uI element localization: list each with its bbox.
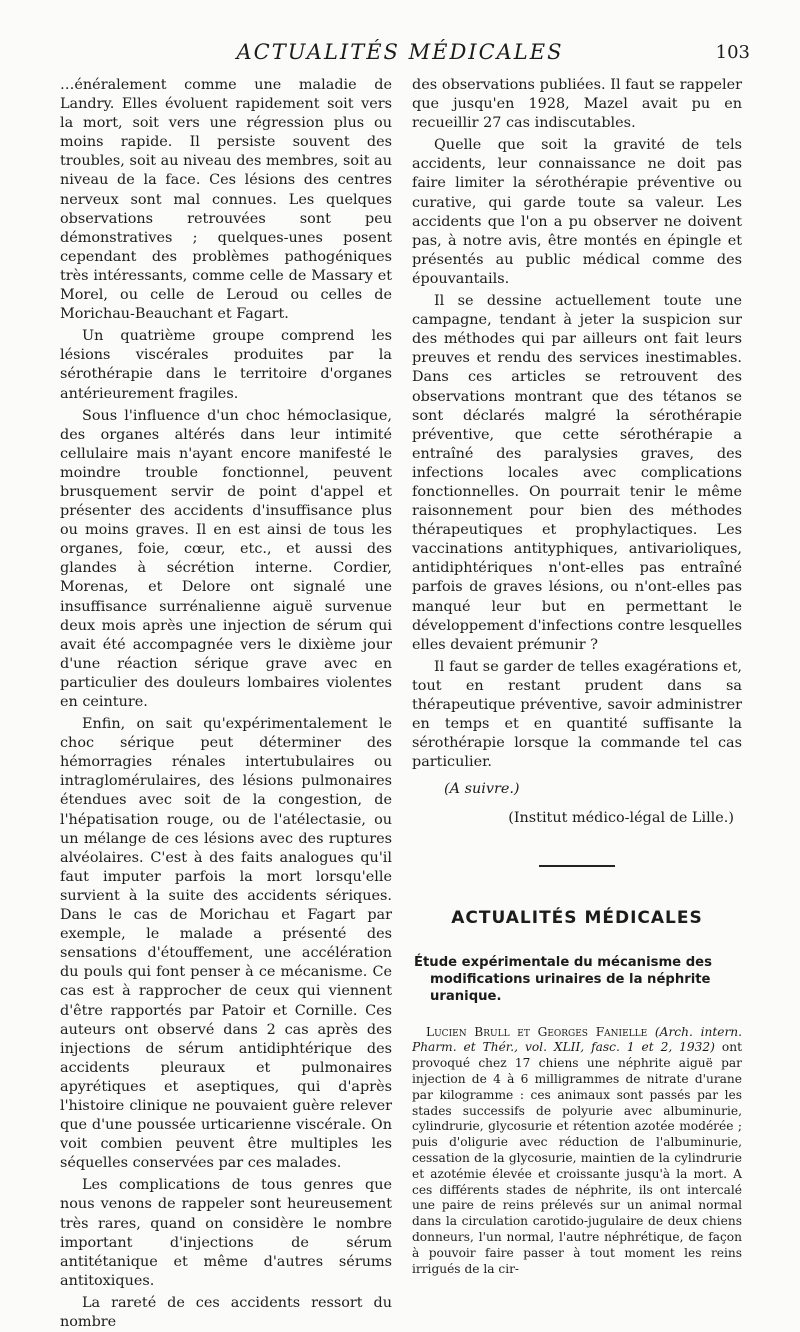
paragraph: des observations publiées. Il faut se rappeler que jusqu'en 1928, Mazel avait pu en recueillir 27 cas indiscutables. bbox=[412, 77, 742, 132]
article-citation: (Arch. intern. Pharm. et Thér., vol. XLII, fasc. 1 et 2, 1932) bbox=[412, 1024, 742, 1055]
right-column bbox=[412, 76, 742, 1277]
paragraph: Enfin, on sait qu'expérimentalement le choc sérique peut déterminer des hémorragies rénales intertubulaires ou intraglomérulaires, des lésions pulmonaires étendues avec soit de la congestion, de l'hépatisation rouge, ou de l'atélectasie, ou un mélange de ces lésions avec des ruptures alvéolaires. C'est à des faits analogues qu'il faut imputer parfois la mort lorsqu'elle survient à la suite des accidents sériques. Dans le cas de Morichau et Fagart par exemple, le malade a présenté des sensations d'étouffement, une accélération du pouls qui font penser à ce mécanisme. Ce cas est à rapprocher de ceux qui viennent d'être rapportés par Patoir et Cornille. Ces auteurs ont observé dans 2 cas après des injections de sérum antidiphtérique des accidents pleuraux et pulmonaires apyrétiques et aseptiques, qui d'après l'histoire clinique ne pouvaient guère relever que d'une poussée urticarienne viscérale. On voit combien peuvent être multiples les séquelles conservées par ces malades. bbox=[60, 716, 392, 1172]
article-authors: Lucien Brull et Georges Fanielle bbox=[426, 1024, 648, 1039]
article-text: ont provoqué chez 17 chiens une néphrite aiguë par injection de 4 à 6 milligrammes de nitrate d'urane par kilogramme : ces animaux sont passés par les stades successifs de polyurie avec albuminurie, cylindrurie, glycosurie et rétention azotée modérée ; puis d'oligurie avec réduction de l'albuminurie, cessation de la glycosurie, maintien de la cylindrurie et azotémie élevée et croissante jusqu'à la mort. A ces différents stades de néphrite, ils ont intercalé une paire de reins prélevés sur un animal normal dans la circulation carotido-jugulaire de deux chiens donneurs, l'un normal, l'autre néphrétique, de façon à pouvoir faire passer à tout moment les reins irrigués de la cir- bbox=[412, 1040, 742, 1276]
paragraph: La rareté de ces accidents ressort du nombre bbox=[60, 1294, 392, 1330]
paragraph: Un quatrième groupe comprend les lésions viscérales produites par la sérothérapie dans le territoire d'organes antérieurement fragiles. bbox=[60, 328, 392, 402]
section-divider bbox=[539, 865, 615, 867]
paragraph: Il faut se garder de telles exagérations et, tout en restant prudent dans sa thérapeutique préventive, savoir administrer en temps et en quantité suffisante la sérothérapie lorsque la commande tel cas particulier. bbox=[412, 658, 742, 771]
section-title: ACTUALITÉS MÉDICALES bbox=[451, 907, 703, 928]
paragraph: Il se dessine actuellement toute une campagne, tendant à jeter la suspicion sur des méthodes qui par ailleurs ont fait leurs preuves et rendu des services inestimables. Dans ces articles se retrouvent des observations montrant que des tétanos se sont déclarés malgré la sérothérapie préventive, que cette sérothérapie a entraîné des paralysies graves, des infections locales avec complications fonctionnelles. On pourrait tenir le même raisonnement pour bien des méthodes thérapeutiques et prophylactiques. Les vaccinations antityphiques, antivarioliques, antidiphtériques n'ont-elles pas entraîné parfois de graves lésions, ou n'ont-elles pas manqué leur but en permettant le développement d'infections contre lesquelles elles devaient prémunir ? bbox=[412, 293, 742, 653]
running-title: ACTUALITÉS MÉDICALES bbox=[236, 40, 564, 64]
running-head bbox=[60, 40, 750, 68]
paragraph: Sous l'influence d'un choc hémoclasique, des organes altérés dans leur intimité cellulaire mais n'ayant encore manifesté le moindre trouble fonctionnel, peuvent brusquement servir de point d'appel et présenter des accidents d'insuffisance plus ou moins graves. Il en est ainsi de tous les organes, foie, cœur, etc., et aussi des glandes à sécrétion interne. Cordier, Morenas, et Delore ont signalé une insuffisance surrénalienne aiguë survenue deux mois après une injection de sérum qui avait été accompagnée vers le dixième jour d'une réaction sérique grave avec en particulier des douleurs lombaires violentes en ceinture. bbox=[60, 407, 392, 710]
page-number: 103 bbox=[715, 42, 750, 63]
article-title: Étude expérimentale du mécanisme des modifications urinaires de la néphrite uranique. bbox=[414, 954, 712, 1004]
left-column bbox=[60, 76, 392, 1332]
paragraph: Les complications de tous genres que nous venons de rappeler sont heureusement très rares, quand on considère le nombre important d'injections de sérum antitétanique et même d'autres sérums antitoxiques. bbox=[60, 1177, 392, 1289]
article-body bbox=[412, 1025, 742, 1278]
to-be-continued: (A suivre.) bbox=[444, 781, 520, 798]
institution-signature: (Institut médico-légal de Lille.) bbox=[508, 810, 734, 827]
paragraph: …énéralement comme une maladie de Landry. Elles évoluent rapidement soit vers la mort, soit vers une régression plus ou moins rapide. Il persiste souvent des troubles, soit au niveau des membres, soit au niveau de la face. Ces lésions des centres nerveux sont mal connues. Les quelques observations retrouvées sont peu démonstratives ; quelques-unes posent cependant des problèmes pathogéniques très intéressants, comme celle de Massary et Morel, ou celle de Leroud ou celles de Morichau-Beauchant et Fagart. bbox=[60, 77, 392, 323]
paragraph: Quelle que soit la gravité de tels accidents, leur connaissance ne doit pas faire limiter la sérothérapie préventive ou curative, qui garde toute sa valeur. Les accidents que l'on a pu observer ne doivent pas, à notre avis, être montés en épingle et présentés au public médical comme des épouvantails. bbox=[412, 137, 742, 287]
